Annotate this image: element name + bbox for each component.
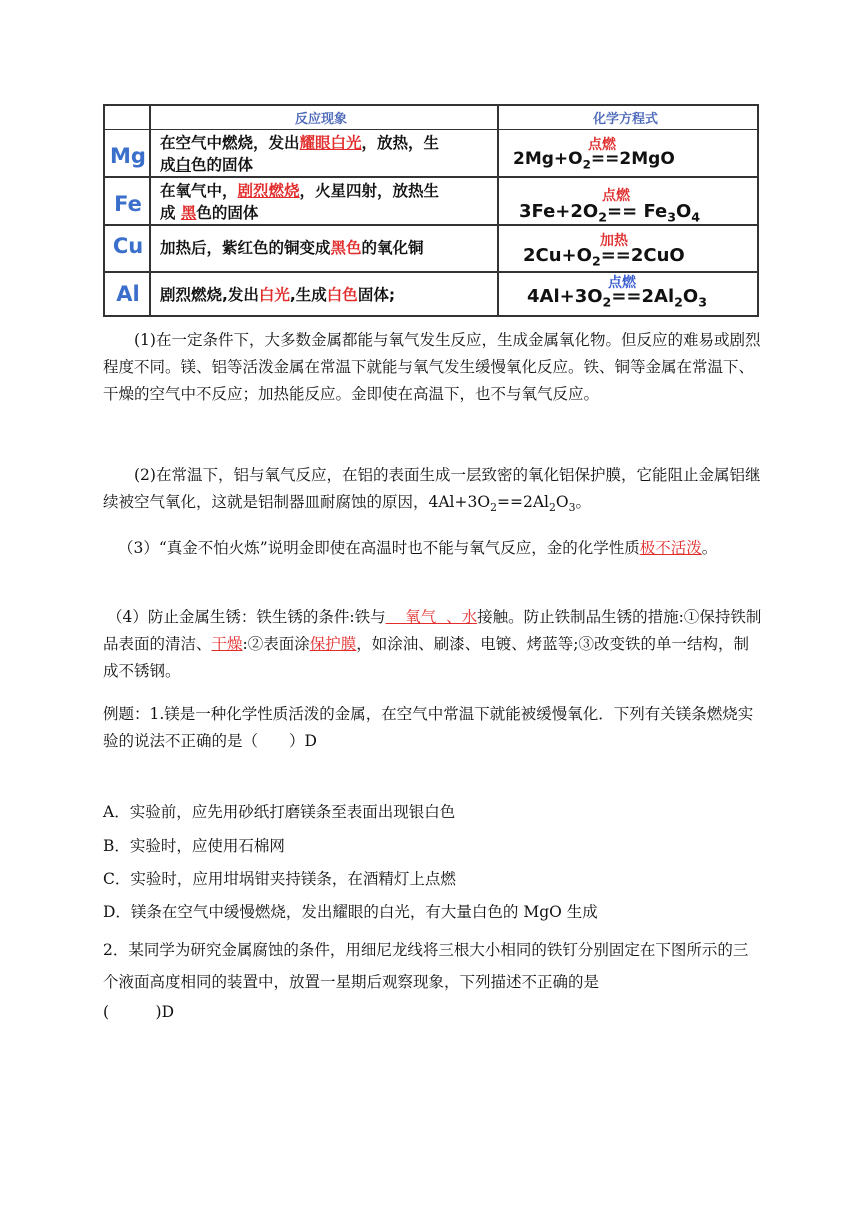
table-row-divider	[105, 176, 757, 178]
question-2-answer: ( )D	[103, 1003, 175, 1021]
option-c: C．实验时，应用坩埚钳夹持镁条，在酒精灯上点燃	[103, 870, 456, 888]
equation-fe: $3Fe+2O_2== Fe_3O_4$	[519, 201, 701, 225]
element-cu: Cu	[112, 234, 144, 258]
header-equation: 化学方程式	[593, 112, 659, 127]
header-phenomenon: 反应现象	[295, 112, 348, 127]
element-fe: Fe	[114, 192, 142, 216]
table-header	[105, 106, 757, 130]
table-row-divider	[105, 271, 757, 273]
phenomenon-mg: 在空气中燃烧，发出耀眼白光，放热，生 成白色的固体	[160, 134, 440, 174]
paragraph-3: （3）“真金不怕火炼”说明金即使在高温时也不能与氧气反应，金的化学性质极不活泼。	[118, 539, 718, 557]
option-a: A．实验前，应先用砂纸打磨镁条至表面出现银白色	[103, 803, 456, 821]
paragraph-4: （4）防止金属生锈：铁生锈的条件:铁与 氧气 、水接触。防止铁制品生锈的措施:①保持铁制品表面的清洁、干燥:②表面涂保护膜，如涂油、刷漆、电镀、烤蓝等;③改变铁的单一结构，制成不锈钢。	[103, 608, 762, 680]
option-d: D．镁条在空气中缓慢燃烧，发出耀眼的白光，有大量白色的 MgO 生成	[103, 903, 598, 921]
element-al: Al	[116, 282, 140, 306]
example-question-2: 2．某同学为研究金属腐蚀的条件，用细尼龙线将三根大小相同的铁钉分别固定在下图所示的三个液面高度相同的装置中，放置一星期后观察现象，下列描述不正确的是	[103, 941, 749, 991]
phenomenon-al: 剧烈燃烧,发出白光,生成白色固体;	[160, 286, 396, 304]
element-mg: Mg	[110, 144, 146, 168]
reaction-table	[103, 104, 759, 317]
condition-al: 点燃	[608, 275, 636, 291]
option-b: B．实验时，应使用石棉网	[103, 837, 285, 855]
paragraph-2: (2)在常温下，铝与氧气反应，在铝的表面生成一层致密的氧化铝保护膜，它能阻止金属铝继续被空气氧化，这就是铝制器皿耐腐蚀的原因，$4Al+3O_2==2Al_2O_3$。	[103, 466, 761, 515]
table-divider	[149, 106, 151, 315]
phenomenon-cu: 加热后，紫红色的铜变成黑色的氧化铜	[160, 239, 424, 257]
condition-mg: 点燃	[588, 137, 616, 153]
equation-mg: $2Mg+O_2==2MgO$	[513, 149, 675, 172]
paragraph-1: (1)在一定条件下，大多数金属都能与氧气发生反应，生成金属氧化物。但反应的难易或剧烈程度不同。镁、铝等活泼金属在常温下就能与氧气发生缓慢氧化反应。铁、铜等金属在常温下、干燥的空气中不反应；加热能反应。金即使在高温下，也不与氧气反应。	[103, 331, 761, 403]
equation-al: $4Al+3O_2==2Al_2O_3$	[527, 286, 707, 310]
phenomenon-fe: 在氧气中，剧烈燃烧，火星四射，放热生 成 黑色的固体	[160, 182, 440, 222]
example-question-1: 例题：1.镁是一种化学性质活泼的金属，在空气中常温下就能被缓慢氧化．下列有关镁条燃烧实验的说法不正确的是（ ）D	[103, 705, 754, 750]
table-divider	[497, 106, 499, 315]
equation-cu: $2Cu+O_2==2CuO$	[523, 245, 685, 269]
condition-cu: 加热	[600, 233, 628, 249]
condition-fe: 点燃	[602, 188, 630, 204]
